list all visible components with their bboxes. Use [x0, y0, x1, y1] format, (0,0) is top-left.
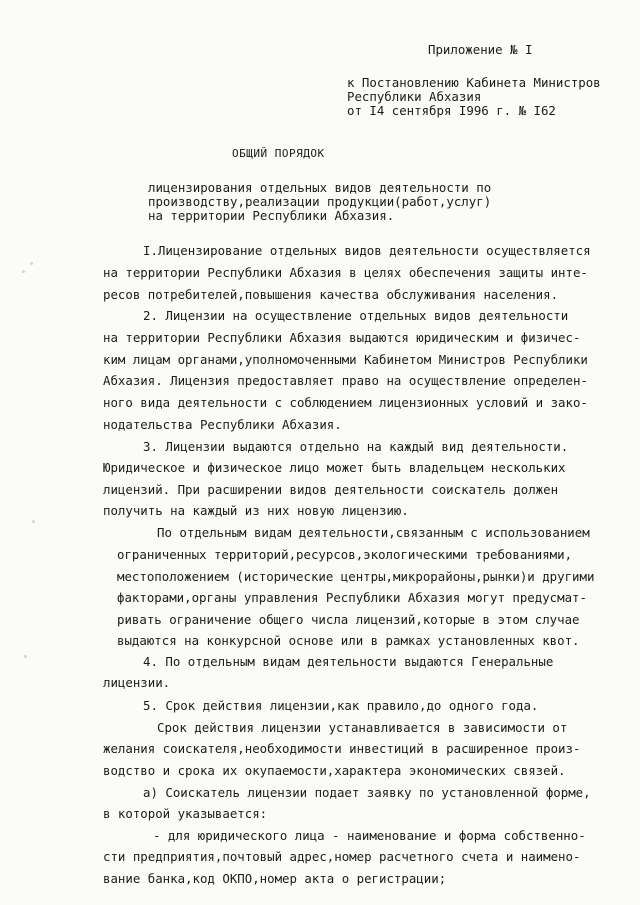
- body-line: ресов потребителей,повышения качества обслуживания населения.: [103, 287, 559, 302]
- body-line: местоположением (исторические центры,микрорайоны,рынки)и другими: [117, 569, 595, 584]
- scan-speck: [24, 655, 27, 658]
- body-line: на территории Республики Абхазия выдаются юридическим и физичес-: [103, 330, 581, 345]
- body-line: лицензии.: [103, 675, 171, 690]
- resolution-ref-line-1: к Постановлению Кабинета Министров: [347, 75, 601, 90]
- body-line: ким лицам органами,уполномоченными Кабинетом Министров Республики: [103, 352, 588, 367]
- body-line: Юридическое и физическое лицо может быть владельцем нескольких: [103, 460, 566, 475]
- body-line: лицензий. При расширении видов деятельности соискатель должен: [103, 482, 559, 497]
- body-line: 4. По отдельным видам деятельности выдаются Генеральные: [143, 654, 554, 669]
- body-line: 2. Лицензии на осуществление отдельных видов деятельности: [143, 308, 569, 323]
- resolution-ref-line-2: Республики Абхазия: [347, 89, 482, 104]
- body-line: - для юридического лица - наименование и форма собственно-: [153, 828, 586, 843]
- appendix-label: Приложение № I: [428, 42, 533, 57]
- body-line: вание банка,код ОКПО,номер акта о регистрации;: [103, 871, 447, 886]
- body-line: ного вида деятельности с соблюдением лицензионных условий и зако-: [103, 395, 588, 410]
- subtitle-line: производству,реализации продукции(работ,услуг): [148, 194, 492, 209]
- scan-speck: [32, 520, 35, 523]
- body-line: факторами,органы управления Республики Абхазия могут предусмат-: [117, 590, 587, 605]
- body-line: выдаются на конкурсной основе или в рамках установленных квот.: [117, 633, 580, 648]
- subtitle-line: на территории Республики Абхазия.: [148, 208, 395, 223]
- body-line: 5. Срок действия лицензии,как правило,до одного года.: [143, 698, 539, 713]
- body-line: Срок действия лицензии устанавливается в зависимости от: [157, 720, 568, 735]
- scan-speck: [22, 270, 25, 273]
- body-line: ривать ограничение общего числа лицензий,которые в этом случае: [117, 612, 580, 627]
- resolution-ref-line-3: от I4 сентября I996 г. № I62: [347, 103, 556, 118]
- body-line: сти предприятия,почтовый адрес,номер расчетного счета и наимено-: [103, 849, 581, 864]
- body-line: желания соискателя,необходимости инвестиций в расширенное произ-: [103, 741, 581, 756]
- body-line: Абхазия. Лицензия предоставляет право на осуществление определен-: [103, 373, 588, 388]
- body-line: получить на каждый из них новую лицензию.: [103, 503, 409, 518]
- body-line: а) Соискатель лицензии подает заявку по установленной форме,: [143, 785, 591, 800]
- body-line: в которой указывается:: [103, 806, 268, 821]
- document-title: ОБЩИЙ ПОРЯДОК: [232, 147, 325, 160]
- subtitle-line: лицензирования отдельных видов деятельности по: [148, 180, 492, 195]
- body-line: нодательства Республики Абхазия.: [103, 417, 342, 432]
- scan-speck: [30, 262, 33, 265]
- body-line: водство и срока их окупаемости,характера экономических связей.: [103, 763, 566, 778]
- body-line: I.Лицензирование отдельных видов деятельности осуществляется: [143, 243, 591, 258]
- body-line: По отдельным видам деятельности,связанным с использованием: [157, 525, 590, 540]
- body-line: на территории Республики Абхазия в целях обеспечения защиты инте-: [103, 265, 588, 280]
- body-line: ограниченных территорий,ресурсов,экологическими требованиями,: [117, 547, 573, 562]
- body-line: 3. Лицензии выдаются отдельно на каждый вид деятельности.: [143, 439, 569, 454]
